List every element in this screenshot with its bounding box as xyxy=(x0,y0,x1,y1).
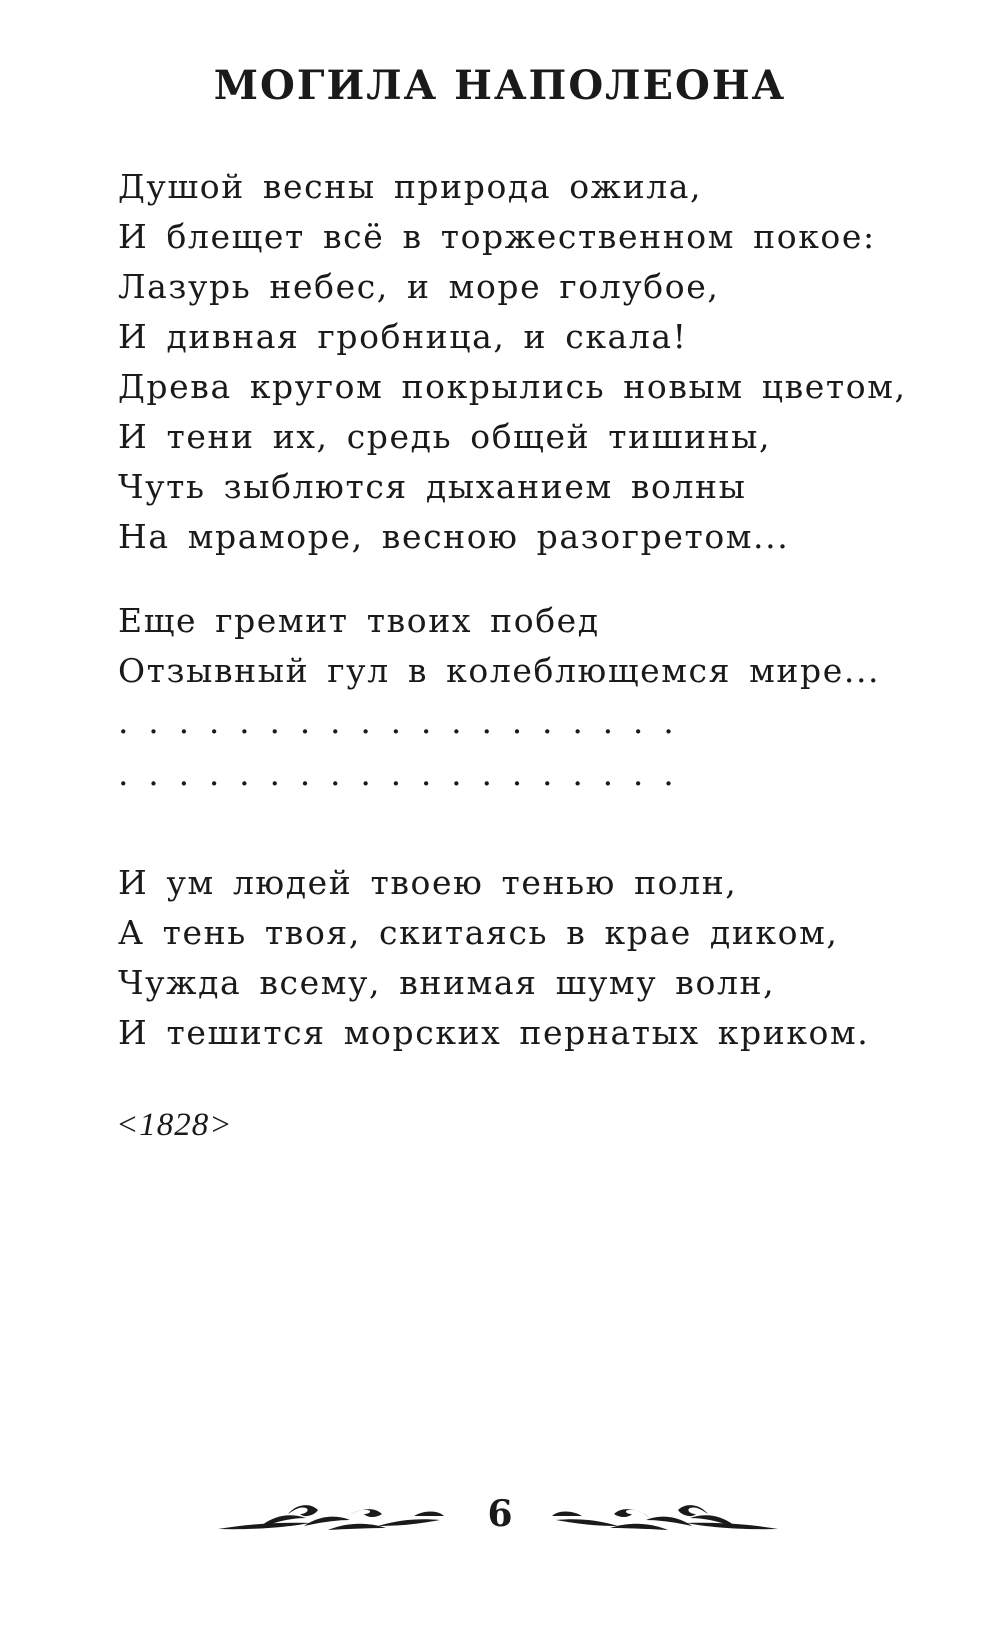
poem-date: <1828> xyxy=(116,1107,233,1143)
poem-title: МОГИЛА НАПОЛЕОНА xyxy=(213,62,787,109)
flourish-ornament-icon xyxy=(528,1496,778,1542)
poem-line: И блещет всё в торжественном покое: xyxy=(118,217,876,256)
stanza-2 xyxy=(118,596,880,800)
poem-line: И дивная гробница, и скала! xyxy=(118,317,688,356)
poem-line: На мраморе, весною разогретом... xyxy=(118,517,790,556)
omission-dots: ................... xyxy=(118,754,694,793)
stanza-3 xyxy=(118,858,869,1058)
poem-line: И тени их, средь общей тишины, xyxy=(118,417,772,456)
page-footer xyxy=(0,1490,1000,1550)
page-number: 6 xyxy=(487,1493,513,1535)
poem-line: Чуть зыблются дыханием волны xyxy=(118,467,747,506)
poem-line: Отзывный гул в колеблющемся мире... xyxy=(118,651,881,690)
poem-line: Лазурь небес, и море голубое, xyxy=(118,267,720,306)
poem-line: И тешится морских пернатых криком. xyxy=(118,1013,870,1052)
poem-line: Душой весны природа ожила, xyxy=(118,167,703,206)
poem-line: И ум людей твоею тенью полн, xyxy=(118,863,738,902)
poem-line: А тень твоя, скитаясь в крае диком, xyxy=(118,913,839,952)
poem-line: Еще гремит твоих побед xyxy=(118,601,600,640)
poem-line: Древа кругом покрылись новым цветом, xyxy=(118,367,907,406)
omission-dots: ................... xyxy=(118,702,694,741)
flourish-ornament-icon xyxy=(218,1496,468,1542)
poem-line: Чужда всему, внимая шуму волн, xyxy=(118,963,776,1002)
stanza-1 xyxy=(118,162,907,562)
